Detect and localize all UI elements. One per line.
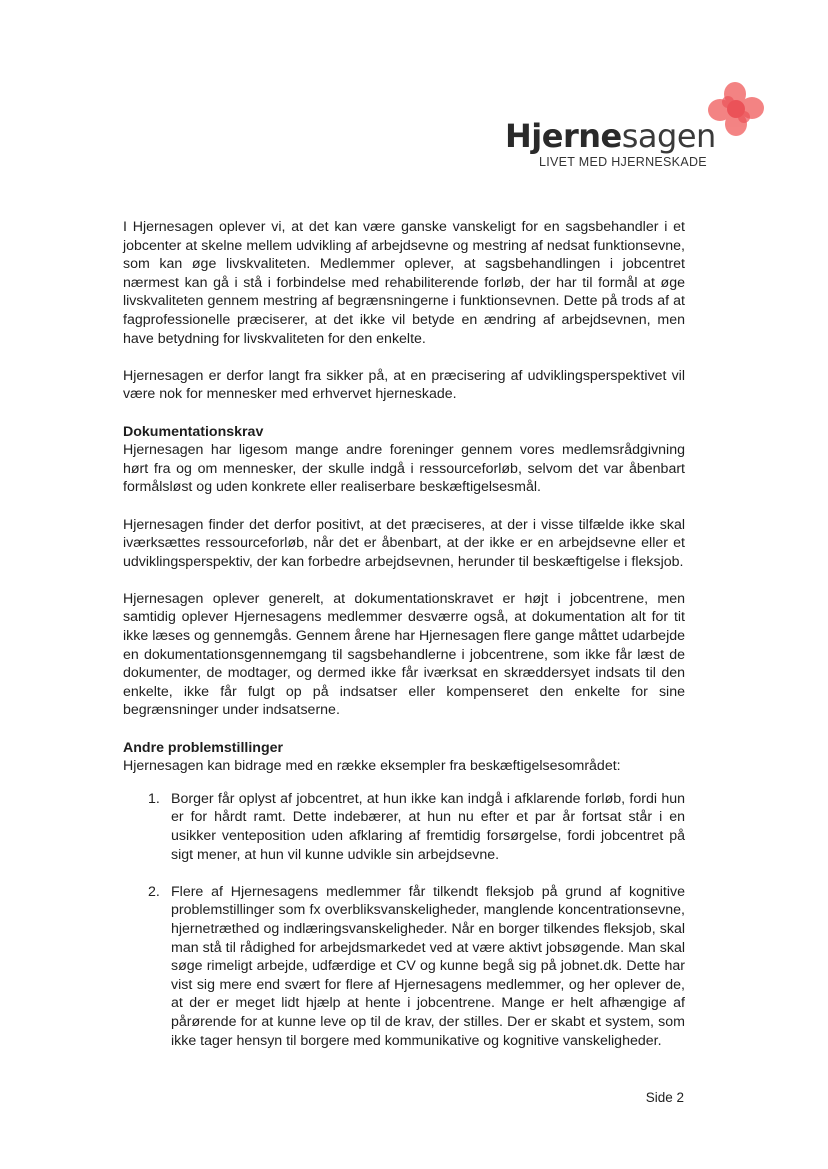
list-item	[123, 883, 685, 1050]
paragraph-conclusion: Hjernesagen er derfor langt fra sikker på, at en præcisering af udviklingsperspektivet vil være nok for mennesker med erhvervet hjerneskade.	[123, 367, 685, 403]
logo-wordmark	[505, 117, 716, 155]
paragraph: Hjernesagen finder det derfor positivt, at det præciseres, at der i visse tilfælde ikke skal iværksættes ressourceforløb, når det er åbenbart, at der ikke er en arbejdsevne eller et udviklingsperspektiv, der kan forbedre arbejdsevnen, herunder til beskæftigelse i fleksjob.	[123, 516, 685, 570]
document-body	[123, 218, 685, 1069]
paragraph: Hjernesagen oplever generelt, at dokumentationskravet er højt i jobcentrene, men samtidig oplever Hjernesagens medlemmer desværre også, at dokumentation alt for tit ikke læses og gennemgås. Gennem årene har Hjernesagen flere gange måttet udarbejde en dokumentationsgennemgang til sagsbehandlerne i jobcentrene, som ikke får læst de dokumenter, de modtager, og dermed ikke får iværksat en skræddersyet indsats til den enkelte, ikke får fulgt op på indsatser eller kompenseret den enkelte for sine begrænsninger under indsatserne.	[123, 590, 685, 719]
section-intro: Hjernesagen kan bidrage med en række eksempler fra beskæftigelsesområdet:	[123, 758, 621, 775]
hjernesagen-logo	[505, 80, 770, 175]
paragraph-intro: I Hjernesagen oplever vi, at det kan være ganske vanskeligt for en sagsbehandler i et jobcenter at skelne mellem udvikling af arbejdsevne og mestring af nedsat funktionsevne, som kan øge livskvaliteten. Medlemmer oplever, at sagsbehandlingen i jobcentret nærmest kan gå i stå i forbindelse med rehabiliterende forløb, der har til formål at øge livskvaliteten gennem mestring af begrænsningerne i funktionsevnen. Dette på trods af at fagprofessionelle præciserer, at det ikke vil betyde en ændring af arbejdsevnen, men have betydning for livskvaliteten for den enkelte.	[123, 219, 685, 347]
list-item-text: Flere af Hjernesagens medlemmer får tilkendt fleksjob på grund af kognitive problemstillinger som fx overbliksvanskeligheder, manglende koncentrationsevne, hjernetræthed og indlæringsvanskeligheder. Når en borger tilkendes fleksjob, skal man stå til rådighed for arbejdsmarkedet ved at være aktivt jobsøgende. Man skal søge rimeligt arbejde, udfærdige et CV og kunne begå sig på jobnet.dk. Dette har vist sig mere end svært for flere af Hjernesagens medlemmer, og her oplever de, at der er meget lidt hjælp at hente i jobcentrene. Mange er helt afhængige af pårørende for at kunne leve op til de krav, der stilles. Der er skabt et system, som ikke tager hensyn til borgere med kommunikative og kognitive vanskeligheder.	[171, 883, 685, 1049]
list-item	[123, 790, 685, 864]
list-number: 1.	[148, 790, 160, 807]
section-heading-andre-problemstillinger: Andre problemstillinger	[123, 739, 284, 756]
paragraph: Hjernesagen har ligesom mange andre foreninger gennem vores medlemsrådgivning hørt fra og om mennesker, der skulle indgå i ressourceforløb, selvom det var åbenbart formålsløst og uden konkrete eller realiserbare beskæftigelsesmål.	[123, 442, 685, 496]
list-item-text: Borger får oplyst af jobcentret, at hun ikke kan indgå i afklarende forløb, fordi hun er for hårdt ramt. Dette indebærer, at hun nu efter et par år fortsat står i en usikker venteposition uden afklaring af fremtidig forsørgelse, fordi jobcentret på sigt mener, at hun vil kunne udvikle sin arbejdsevne.	[171, 790, 685, 863]
logo-tagline: LIVET MED HJERNESKADE	[539, 155, 707, 169]
list-number: 2.	[148, 883, 160, 900]
logo-word-bold: Hjerne	[505, 117, 622, 155]
page-number: Side 2	[645, 1090, 684, 1105]
examples-list	[123, 790, 685, 1050]
section-heading-dokumentationskrav: Dokumentationskrav	[123, 423, 264, 440]
logo-word-light: sagen	[621, 117, 716, 155]
